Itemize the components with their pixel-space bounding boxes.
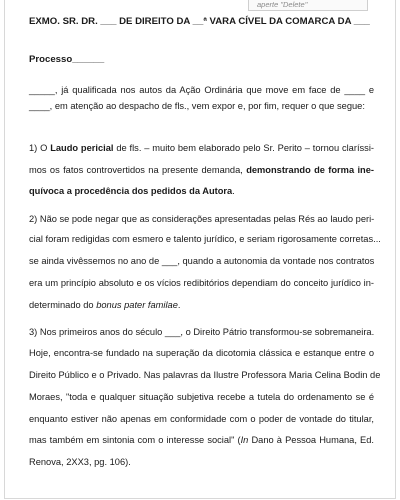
paragraph-3-line bbox=[29, 434, 374, 446]
intro-line: _____, já qualificada nos autos da Ação Ordinária que move em face de ____ e bbox=[29, 85, 374, 95]
text: mos os fatos controvertidos na presente demanda, bbox=[29, 165, 247, 175]
paragraph-1-line bbox=[29, 164, 374, 176]
paragraph-2-line: 2) Não se pode negar que as considerações apresentadas pelas Rés ao laudo peri- bbox=[29, 214, 375, 224]
paragraph-3-line: 3) Nos primeiros anos do século ___, o Direito Pátrio transformou-se sobremaneira. bbox=[29, 327, 375, 337]
text: Dano à Pessoa Humana, Ed. bbox=[248, 435, 374, 445]
paragraph-2-line: se ainda vivêssemos no ano de ___, quando a autonomia da vontade nos contratos bbox=[29, 256, 375, 266]
paragraph-3-line: Hoje, encontra-se fundado na superação da dicotomia clássica e estanque entre o bbox=[29, 348, 374, 358]
text: determinado do bbox=[29, 300, 97, 310]
emphasis: quívoca a procedência dos pedidos da Autora bbox=[29, 186, 233, 196]
text: 1) O bbox=[29, 143, 51, 153]
paragraph-3-line: Moraes, "toda e qualquer situação subjetiva recebe a tutela do ordenamento se é bbox=[29, 392, 374, 402]
emphasis: demonstrando de forma ine- bbox=[246, 165, 374, 175]
emphasis: Laudo pericial bbox=[50, 143, 114, 153]
latin-term: In bbox=[240, 435, 249, 445]
latin-term: bonus pater familae bbox=[96, 300, 178, 310]
document-header: EXMO. SR. DR. ___ DE DIREITO DA __ª VARA CÍVEL DA COMARCA DA ___ bbox=[29, 16, 370, 27]
paragraph-2-line: cial foram redigidas com esmero e talento jurídico, e seriam rigorosamente corretas... bbox=[29, 234, 381, 244]
text: . bbox=[232, 186, 235, 196]
delete-hint: aperte "Delete" bbox=[248, 0, 368, 11]
text: mas também em sintonia com o interesse social" ( bbox=[29, 435, 241, 445]
process-number: Processo______ bbox=[29, 54, 105, 65]
paragraph-1-line bbox=[29, 142, 374, 154]
intro-line: ____, em atenção ao despacho de fls., vem expor e, por fim, requer o que segue: bbox=[29, 101, 365, 111]
paragraph-1-line bbox=[29, 185, 235, 197]
paragraph-3-line: Direito Público e o Privado. Nas palavras da Ilustre Professora Maria Celina Bodin de bbox=[29, 370, 381, 380]
paragraph-2-line: era um princípio absoluto e os vícios redibitórios dependiam do conceito jurídico in- bbox=[29, 278, 374, 288]
paragraph-2-line bbox=[29, 299, 180, 311]
paragraph-3-line: enquanto estiver não apenas em conformidade com o poder de vontade do titular, bbox=[29, 414, 374, 424]
text: . bbox=[177, 300, 181, 310]
paragraph-3-line: Renova, 2XX3, pg. 106). bbox=[29, 457, 131, 467]
text: de fls. – muito bem elaborado pelo Sr. Perito – tornou claríssi- bbox=[113, 143, 374, 153]
